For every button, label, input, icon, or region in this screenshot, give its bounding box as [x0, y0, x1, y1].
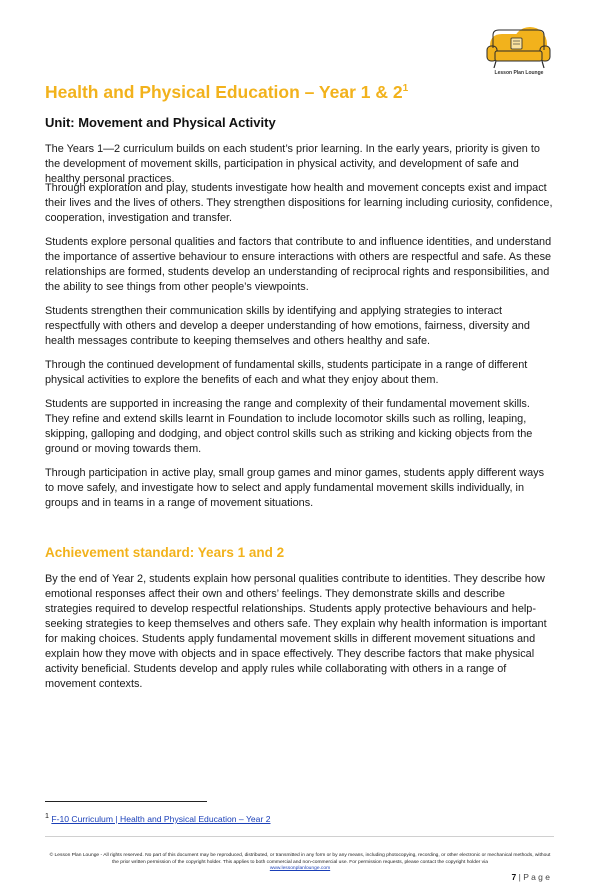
copyright-notice — [48, 853, 552, 873]
logo-caption: Lesson Plan Lounge — [494, 70, 544, 76]
achievement-standard-title: Achievement standard: Years 1 and 2 — [45, 545, 285, 560]
page-label: P a g e — [523, 872, 550, 882]
yellow-armchair-logo-icon — [484, 26, 554, 72]
intro-paragraph-6: Students are supported in increasing the range and complexity of their fundamental movement skills. They refine and extend skills learnt in Foundation to include locomotor skills such as rolling, leaping, skipping, galloping and dodging, and object control skills such as striking and kicking objects from the ground or moving towards them. — [45, 398, 533, 455]
intro-paragraph-7: Through participation in active play, small group games and minor games, students apply different ways to move safely, and investigate how to select and apply fundamental movement skills individually, in groups and in teams in a range of movement situations. — [45, 467, 545, 509]
footnote-number: 1 — [45, 812, 49, 820]
achievement-standard-text: By the end of Year 2, students explain how personal qualities contribute to identities. They describe how emotional responses affect their own and others’ feelings. They demonstrate skills and describe strategies required to develop respectful relationships. Students apply protective behaviours and help-seeking strategies to keep themselves and others safe. They explain why health information is important for making choices. Students apply fundamental movement skills in different movement situations and explain how they move with objects and in space effectively. They describe factors that make physical activity beneficial. Students develop and apply rules while collaborating with others in a range of movement contexts. — [45, 573, 547, 690]
page-title — [45, 82, 408, 103]
page-number: 7 | P a g e — [511, 872, 550, 882]
intro-paragraph-2: Through exploration and play, students investigate how health and movement concepts exist and impact their lives and the lives of others. They strengthen dispositions for learning including curiosity, confidence, cooperation, investigation and transfer. — [45, 182, 553, 224]
intro-paragraph-4: Students strengthen their communication skills by identifying and applying strategies to interact respectfully with others and develop a deeper understanding of how emotions, fairness, diversity and health messages contribute to keeping themselves and others healthy and safe. — [45, 305, 530, 347]
unit-title: Unit: Movement and Physical Activity — [45, 115, 276, 130]
page-number-value: 7 — [511, 872, 517, 882]
copyright-text: © Lesson Plan Lounge - All rights reserved. No part of this document may be reproduced, distributed, or transmitted in any form or by any means, including photocopying, recording, or other electronic or mechanical methods, without the prior written permission of the copyright holder. This applies to both commercial and non-commercial use. For permission requests, please contact the copyright holder via — [49, 853, 551, 865]
footnote-link[interactable]: F-10 Curriculum | Health and Physical Education – Year 2 — [51, 813, 271, 824]
website-link[interactable]: www.lessonplanlounge.com — [269, 866, 331, 871]
intro-paragraph-5: Through the continued development of fundamental skills, students participate in a range of different physical activities to explore the benefits of each and what they enjoy about them. — [45, 359, 528, 386]
intro-paragraph-1: The Years 1—2 curriculum builds on each student’s prior learning. In the early years, priority is given to the development of movement skills, participation in physical activity, and development of safe and healthy personal practices. — [45, 143, 540, 185]
footer-divider — [45, 836, 554, 837]
footnote — [45, 812, 270, 824]
page-title-text: Health and Physical Education – Year 1 & 2 — [45, 82, 403, 102]
footnote-reference: 1 — [402, 83, 409, 94]
footnote-divider — [45, 801, 207, 802]
intro-paragraph-3: Students explore personal qualities and factors that contribute to and influence identities, and understand the importance of assertive behaviour to ensure interactions with others are respectful and safe. As these relationships are formed, students develop an understanding of reciprocal rights and responsibilities, and the ability to see things from other people’s viewpoints. — [45, 236, 552, 293]
